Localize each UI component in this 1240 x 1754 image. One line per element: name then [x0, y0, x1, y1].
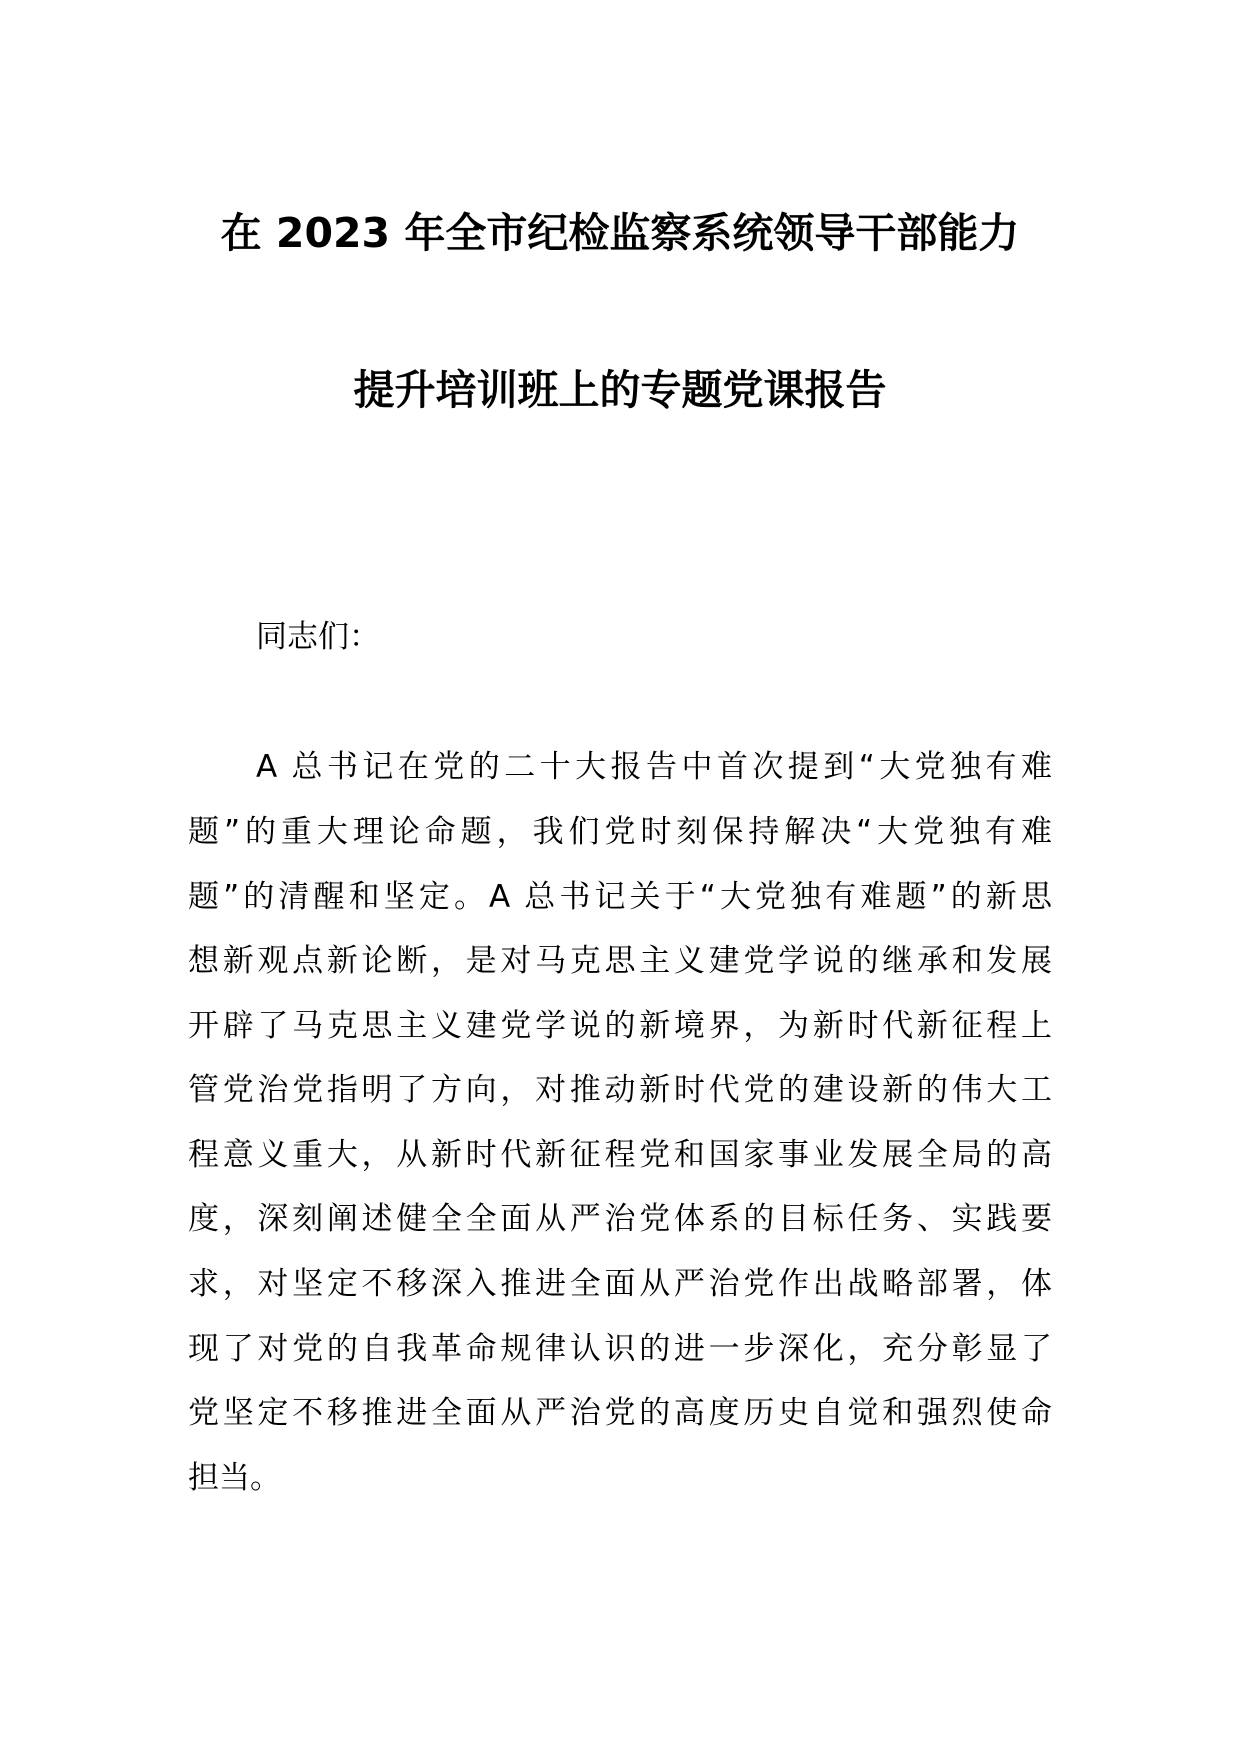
- document-title-line-2: 提升培训班上的专题党课报告: [353, 366, 887, 414]
- paragraph-line: 现了对党的自我革命规律认识的进一步深化，充分彰显了: [188, 1331, 1052, 1367]
- paragraph-line: 程意义重大，从新时代新征程党和国家事业发展全局的高: [188, 1137, 1052, 1173]
- paragraph-line: 管党治党指明了方向，对推动新时代党的建设新的伟大工: [188, 1072, 1052, 1108]
- paragraph-line: 题”的重大理论命题，我们党时刻保持解决“大党独有难: [188, 814, 1052, 850]
- paragraph-line: 想新观点新论断，是对马克思主义建党学说的继承和发展: [188, 943, 1052, 979]
- paragraph-line: 求，对坚定不移深入推进全面从严治党作出战略部署，体: [188, 1266, 1052, 1302]
- paragraph-line: 度，深刻阐述健全全面从严治党体系的目标任务、实践要: [188, 1201, 1052, 1237]
- paragraph-line: A 总书记在党的二十大报告中首次提到“大党独有难: [256, 749, 1052, 785]
- document-title-line-1: 在 2023 年全市纪检监察系统领导干部能力: [220, 209, 1020, 257]
- paragraph-line: 题”的清醒和坚定。A 总书记关于“大党独有难题”的新思: [188, 879, 1052, 915]
- salutation: 同志们：: [256, 619, 380, 655]
- paragraph-line: 担当。: [188, 1460, 281, 1496]
- paragraph-line: 开辟了马克思主义建党学说的新境界，为新时代新征程上: [188, 1008, 1052, 1044]
- paragraph-line: 党坚定不移推进全面从严治党的高度历史自觉和强烈使命: [188, 1395, 1052, 1431]
